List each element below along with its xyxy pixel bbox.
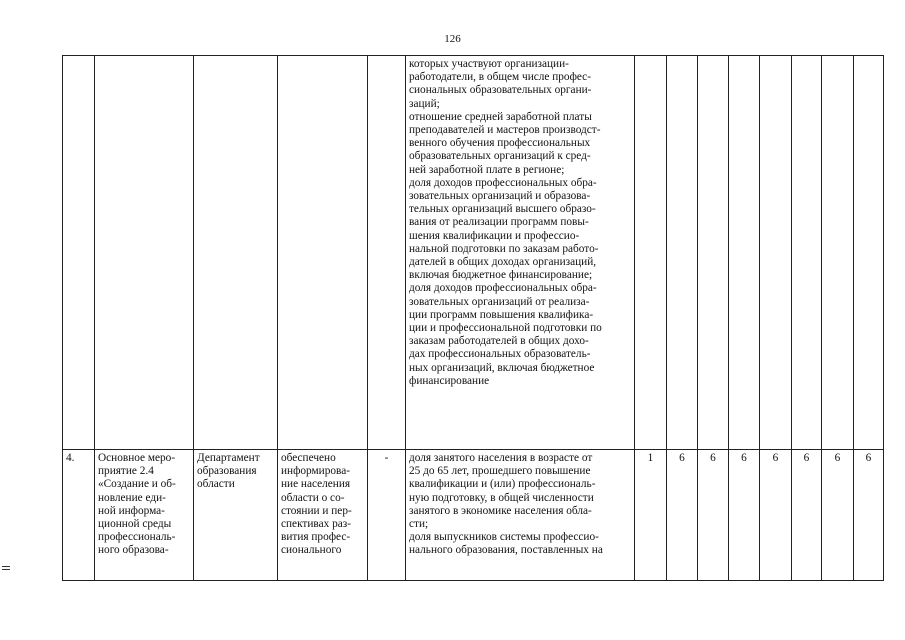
- cell-value: [698, 56, 729, 450]
- cell-value: [854, 450, 884, 581]
- row-number: 4.: [66, 452, 75, 464]
- text-line: спективах раз-: [281, 518, 351, 531]
- text-line: заказам работодателей в общих дохо-: [409, 335, 589, 348]
- text-line: квалификации и (или) профессиональ-: [409, 478, 596, 491]
- text-line: работодатели, в общем числе профес-: [409, 71, 591, 84]
- text-line: ных организаций, включая бюджетное: [409, 361, 595, 374]
- text-line: зовательных организаций и образова-: [409, 190, 591, 203]
- cell-measure: [95, 56, 194, 450]
- cell-value: [760, 56, 792, 450]
- cell-value: [729, 450, 760, 581]
- cell-value: [822, 56, 854, 450]
- text-line: сиональных образовательных органи-: [409, 84, 592, 97]
- indicator-value: 6: [741, 452, 747, 464]
- text-line: дах профессиональных образователь-: [409, 348, 591, 361]
- cell-value: [760, 450, 792, 581]
- text-line: образовательных организаций к сред-: [409, 150, 591, 163]
- text-line: занятого в экономике населения обла-: [409, 504, 592, 517]
- cell-executor: [194, 56, 278, 450]
- cell-value: [792, 56, 822, 450]
- text-line: ции и профессиональной подготовки по: [409, 322, 602, 335]
- text-line: сти;: [409, 518, 429, 531]
- indicators-text: [409, 58, 631, 388]
- text-line: приятие 2.4: [98, 465, 154, 478]
- cell-number: [63, 56, 95, 450]
- text-line: шения квалификации и профессио-: [409, 229, 580, 242]
- text-line: обеспечено: [281, 452, 336, 464]
- table-row-continued: [63, 56, 884, 450]
- text-line: ционной среды: [98, 518, 172, 531]
- text-line: тельных организаций высшего образо-: [409, 203, 596, 216]
- text-line: доля выпускников системы профессио-: [409, 531, 599, 544]
- text-line: информирова-: [281, 465, 350, 478]
- text-line: сионального: [281, 544, 342, 557]
- text-line: Департамент: [197, 452, 260, 464]
- text-line: нальной подготовки по заказам работо-: [409, 242, 599, 255]
- cell-consequence: [368, 450, 406, 581]
- cell-indicators: [406, 450, 635, 581]
- cell-value: [854, 56, 884, 450]
- text-line: стоянии и пер-: [281, 504, 352, 517]
- cell-consequence: [368, 56, 406, 450]
- text-line: включая бюджетное финансирование;: [409, 269, 593, 282]
- cell-indicators: [406, 56, 635, 450]
- cell-executor: [194, 450, 278, 581]
- text-line: 25 до 65 лет, прошедшего повышение: [409, 465, 591, 478]
- text-line: ней заработной плате в регионе;: [409, 163, 565, 176]
- text-line: преподавателей и мастеров производст-: [409, 124, 601, 137]
- text-line: области: [197, 478, 235, 491]
- text-line: доля доходов профессиональных обра-: [409, 176, 597, 189]
- cell-number: [63, 450, 95, 581]
- cell-measure: [95, 450, 194, 581]
- cell-value: [729, 56, 760, 450]
- indicator-value: 6: [710, 452, 716, 464]
- cell-result: [278, 56, 368, 450]
- cell-value: [667, 450, 698, 581]
- text-line: профессиональ-: [98, 531, 176, 544]
- text-line: дателей в общих доходах организаций,: [409, 256, 597, 269]
- text-line: финансирование: [409, 374, 490, 387]
- text-line: новление еди-: [98, 491, 166, 504]
- indicator-value: 6: [803, 452, 810, 464]
- text-line: доля занятого населения в возрасте от: [409, 452, 593, 464]
- text-line: нального образования, поставленных на: [409, 544, 603, 557]
- page-number: 126: [444, 33, 461, 45]
- indicator-value: 6: [834, 452, 841, 464]
- cell-result: [278, 450, 368, 581]
- text-line: ции программ повышения квалифика-: [409, 308, 594, 321]
- cell-value: [635, 56, 667, 450]
- text-line: Основное меро-: [98, 452, 176, 464]
- text-line: ной информа-: [98, 504, 165, 517]
- indicator-value: 6: [772, 452, 779, 464]
- indicators-text: [409, 452, 631, 558]
- cell-value: [635, 450, 667, 581]
- text-line: доля доходов профессиональных обра-: [409, 282, 597, 295]
- table-row-4: [63, 450, 884, 581]
- executor-text: [197, 452, 274, 492]
- text-line: отношение средней заработной платы: [409, 110, 592, 123]
- indicator-value: 6: [679, 452, 685, 464]
- program-table: [62, 55, 884, 581]
- text-line: заций;: [409, 97, 440, 110]
- cell-value: [792, 450, 822, 581]
- text-line: венного обучения профессиональных: [409, 137, 591, 150]
- text-line: вития профес-: [281, 531, 351, 544]
- cell-value: [698, 450, 729, 581]
- measure-text: [98, 452, 190, 558]
- text-line: вания от реализации программ повы-: [409, 216, 589, 229]
- cell-value: [667, 56, 698, 450]
- indicator-value: 6: [865, 452, 872, 464]
- text-line: «Создание и об-: [98, 478, 176, 491]
- text-line: области о со-: [281, 491, 345, 504]
- text-line: которых участвуют организации-: [409, 58, 569, 70]
- indicator-value: 1: [647, 452, 654, 464]
- text-line: ние населения: [281, 478, 351, 491]
- text-line: образования: [197, 465, 257, 478]
- dash-mark: -: [384, 452, 389, 464]
- cell-value: [822, 450, 854, 581]
- text-line: ного образова-: [98, 544, 169, 557]
- text-line: зовательных организаций от реализа-: [409, 295, 590, 308]
- margin-mark: [2, 566, 10, 574]
- text-line: ную подготовку, в общей численности: [409, 491, 594, 504]
- result-text: [281, 452, 364, 558]
